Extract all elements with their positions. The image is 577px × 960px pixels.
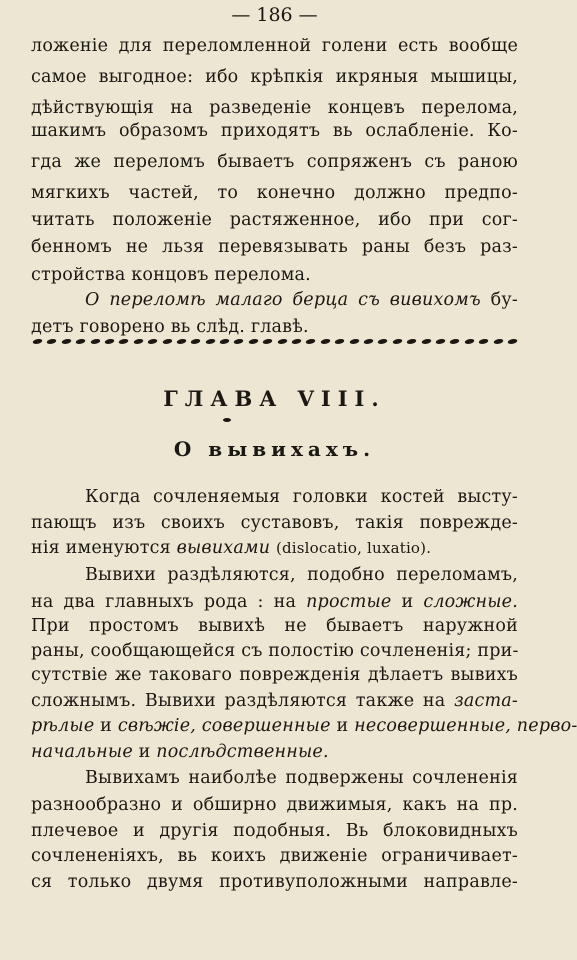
text-line: плечевое и другія подобныя. Вь блоковидныхъ bbox=[31, 821, 518, 841]
italic-note: О переломѣ малаго берца съ вивихомъ bbox=[85, 290, 481, 310]
italic-term: заста- bbox=[454, 691, 518, 711]
text-line: пающъ изъ своихъ суставовъ, такія поврежде- bbox=[31, 513, 518, 533]
ink-mark bbox=[223, 418, 231, 422]
text-line: раны, сообщающейся съ полостію сочлененія; при- bbox=[31, 641, 519, 661]
note-tail: бу- bbox=[490, 290, 518, 310]
text-line: мягкихъ частей, то конечно должно предпо- bbox=[31, 183, 518, 203]
text-line: Вывихамъ наиболѣе подвержены сочлененія bbox=[85, 768, 518, 788]
note-line: детъ говорено вь слѣд. главѣ. bbox=[31, 317, 309, 337]
italic-term: простые bbox=[306, 592, 392, 612]
text-span: сложнымъ. Вывихи раздѣляются также на bbox=[31, 691, 446, 711]
text-line: ложеніе для переломленной голени есть вообще bbox=[31, 36, 518, 56]
ornamental-divider bbox=[33, 336, 517, 346]
text-line: стройства концовъ перелома. bbox=[31, 265, 311, 285]
text-line: Когда сочленяемыя головки костей высту- bbox=[85, 487, 518, 507]
text-line bbox=[31, 739, 518, 765]
text-span: и bbox=[138, 742, 151, 762]
italic-term: несовершенные, перво- bbox=[354, 716, 577, 736]
text-span: и bbox=[100, 716, 113, 736]
text-line: дѣйствующія на разведеніе концевъ перелома, bbox=[31, 98, 518, 118]
text-span: и bbox=[336, 716, 349, 736]
text-line bbox=[31, 688, 518, 714]
text-line bbox=[31, 535, 518, 561]
text-line: бенномъ не льзя перевязывать раны безъ раз- bbox=[31, 237, 518, 257]
text-line: гда же переломъ бываетъ сопряженъ съ раною bbox=[31, 152, 518, 172]
text-line: сутствіе же таковаго поврежденія дѣлаетъ вывихъ bbox=[31, 665, 518, 685]
text-span: нія именуются bbox=[31, 538, 171, 558]
text-line: разнообразно и обширно движимыя, какъ на пр. bbox=[31, 795, 518, 815]
text-span: на bbox=[273, 592, 297, 612]
italic-term: вывихами bbox=[176, 538, 271, 558]
chapter-subtitle: О вывихахъ. bbox=[173, 437, 376, 461]
page-number: — 186 — bbox=[231, 4, 318, 26]
note-line bbox=[85, 287, 518, 313]
text-span: на два главныхъ рода : bbox=[31, 592, 264, 612]
text-line: ся только двумя противуположными направле- bbox=[31, 872, 518, 892]
italic-term: свѣжіе, совершенные bbox=[117, 716, 331, 736]
text-line bbox=[31, 713, 577, 739]
text-span: и bbox=[401, 592, 414, 612]
italic-term: послѣдственные. bbox=[156, 742, 329, 762]
latin-term: (dislocatio, luxatio). bbox=[275, 539, 432, 557]
text-line bbox=[31, 589, 518, 615]
text-line: шакимъ образомъ приходятъ вь ослабленіе. Ко- bbox=[31, 121, 518, 141]
chapter-title: ГЛАВА VIII. bbox=[163, 386, 386, 411]
text-line: читать положеніе растяженное, ибо при сог- bbox=[31, 210, 518, 230]
text-line: сочлененіяхъ, вь коихъ движеніе ограничивает- bbox=[31, 846, 518, 866]
italic-term: начальные bbox=[31, 742, 133, 762]
italic-term: рѣлые bbox=[31, 716, 95, 736]
text-line: самое выгодное: ибо крѣпкія икряныя мышицы, bbox=[31, 67, 518, 87]
text-line: При простомъ вывихѣ не бываетъ наружной bbox=[31, 616, 518, 636]
text-line: Вывихи раздѣляются, подобно переломамъ, bbox=[85, 565, 518, 585]
italic-term: сложные. bbox=[423, 592, 518, 612]
